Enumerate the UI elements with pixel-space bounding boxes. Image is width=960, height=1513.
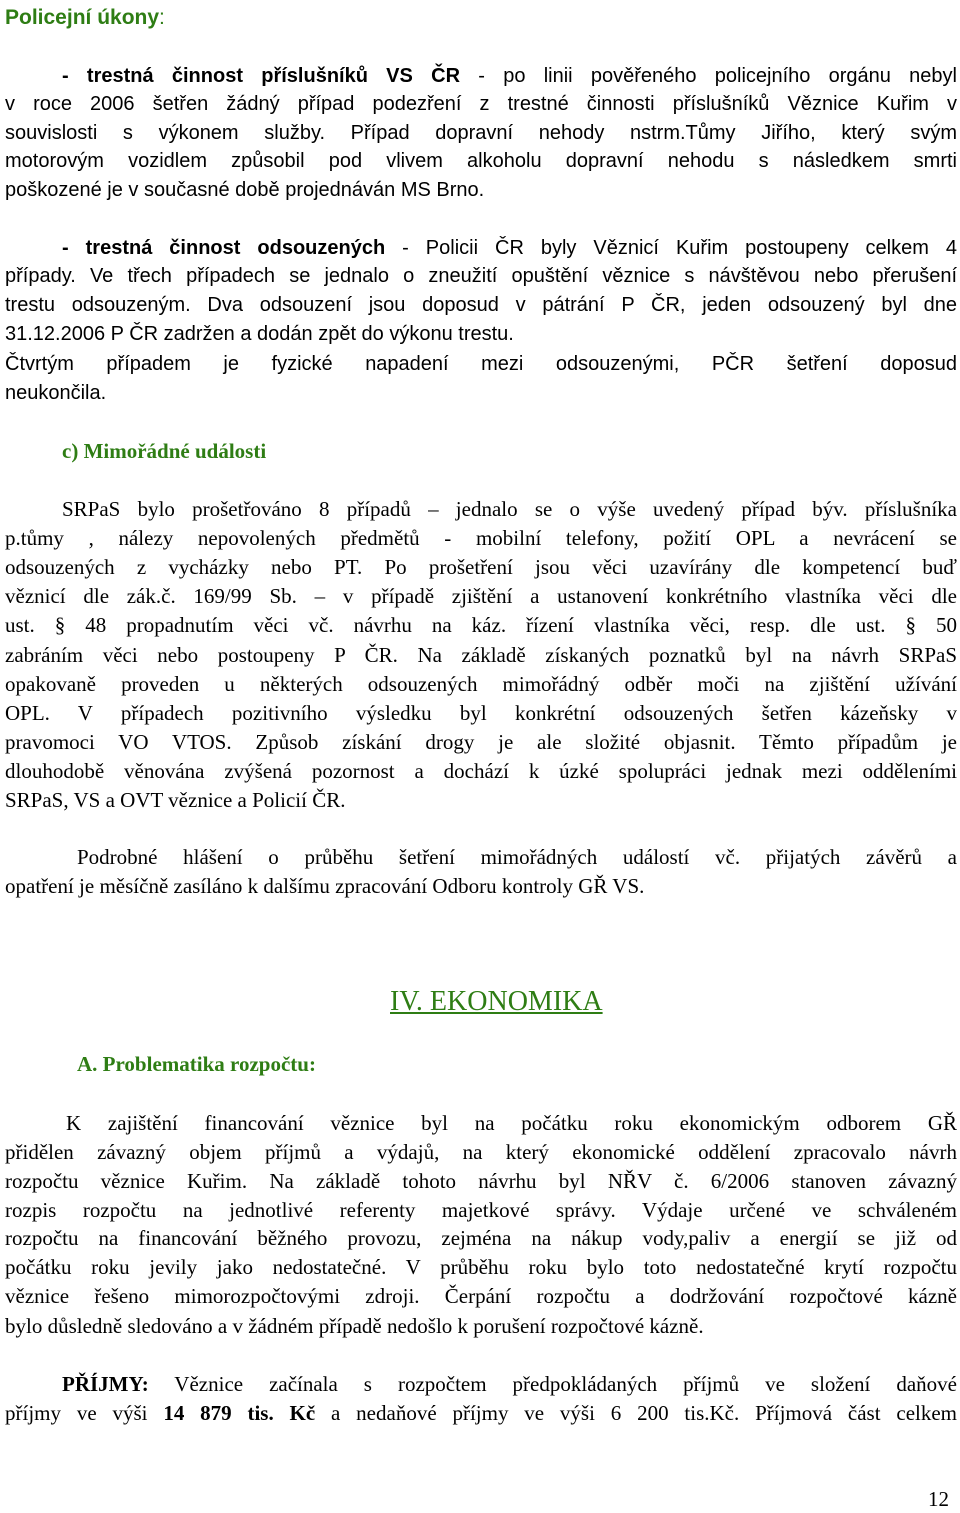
heading-mimoradne-udalosti: c) Mimořádné události bbox=[62, 439, 267, 463]
p5-line-3: rozpočtu věznice Kuřim. Na základě tohoto návrhu byl NŘV č. 6/2006 stanoven závazný bbox=[5, 1169, 957, 1193]
p1-line-1: - trestná činnost příslušníků VS ČR - po linii pověřeného policejního orgánu nebyl bbox=[62, 65, 957, 87]
p5-line-7: věznice řešeno mimorozpočtovými zdroji. Čerpání rozpočtu a dodržování rozpočtové kázně bbox=[5, 1284, 957, 1308]
p2-bold-label: - trestná činnost odsouzených bbox=[62, 237, 386, 259]
prijmy-amount: 14 879 tis. Kč bbox=[163, 1401, 316, 1425]
heading-policejni-ukony: Policejní úkony: bbox=[5, 6, 165, 29]
p5-line-8: bylo důsledně sledováno a v žádném případě nedošlo k porušení rozpočtové kázně. bbox=[5, 1314, 704, 1338]
p2-line-2: případy. Ve třech případech se jednalo o zneužití opuštění věznice s návštěvou nebo přerušení bbox=[5, 265, 957, 287]
p1-line-2: v roce 2006 šetřen žádný případ podezření z trestné činnosti příslušníků Věznice Kuřim v bbox=[5, 93, 957, 115]
prijmy-label: PŘÍJMY: bbox=[62, 1372, 149, 1396]
p2-line-5: Čtvrtým případem je fyzické napadení mezi odsouzenými, PČR šetření doposud bbox=[5, 353, 957, 375]
p5-line-6: počátku roku jevily jako nedostatečné. V průběhu roku bylo toto nedostatečné krytí rozpočtu bbox=[5, 1255, 957, 1279]
p3-line-7: opakovaně proveden u některých odsouzených mimořádný odběr moči na zjištění užívání bbox=[5, 672, 957, 696]
p3-line-9: pravomoci VO VTOS. Způsob získání drogy je ale složité objasnit. Těmto případům je bbox=[5, 730, 957, 754]
p2-line-4: 31.12.2006 P ČR zadržen a dodán zpět do výkonu trestu. bbox=[5, 323, 514, 345]
p6-line-1: PŘÍJMY: Věznice začínala s rozpočtem předpokládaných příjmů ve složení daňové bbox=[62, 1372, 957, 1396]
p3-line-10: dlouhodobě věnována zvýšená pozornost a dochází k úzké spolupráci jednak mezi odděleními bbox=[5, 759, 957, 783]
p1-bold-label: - trestná činnost příslušníků VS ČR bbox=[62, 65, 461, 87]
p4-line-1: Podrobné hlášení o průběhu šetření mimořádných událostí vč. přijatých závěrů a bbox=[77, 845, 957, 869]
p4-line-2: opatření je měsíčně zasíláno k dalšímu zpracování Odboru kontroly GŘ VS. bbox=[5, 874, 645, 898]
p2-line-3: trestu odsouzeným. Dva odsouzení jsou doposud v pátrání P ČR, jeden odsouzený byl dne bbox=[5, 294, 957, 316]
p2-line-1: - trestná činnost odsouzených - Policii ČR byly Věznicí Kuřim postoupeny celkem 4 bbox=[62, 237, 957, 259]
p5-line-1: K zajištění financování věznice byl na počátku roku ekonomickým odborem GŘ bbox=[66, 1111, 957, 1135]
p3-line-3: odsouzených z vycházky nebo PT. Po prošetření jsou věci uzavírány dle kompetencí buď bbox=[5, 555, 957, 579]
p1-line-5: poškozené je v současné době projednáván MS Brno. bbox=[5, 179, 485, 201]
p3-line-1: SRPaS bylo prošetřováno 8 případů – jednalo se o výše uvedený případ býv. příslušníka bbox=[62, 497, 957, 521]
p5-line-2: přidělen závazný objem příjmů a výdajů, na který ekonomické oddělení zpracovalo návrh bbox=[5, 1140, 957, 1164]
p3-line-8: OPL. V případech pozitivního výsledku byl konkrétní odsouzených šetřen kázeňsky v bbox=[5, 701, 957, 725]
p2-line-6: neukončila. bbox=[5, 382, 107, 404]
p3-line-2: p.tůmy , nálezy nepovolených předmětů - mobilní telefony, požití OPL a nevrácení se bbox=[5, 526, 957, 550]
p3-line-11: SRPaS, VS a OVT věznice a Policií ČR. bbox=[5, 788, 346, 812]
p5-line-4: rozpis rozpočtu na jednotlivé referenty majetkové správy. Výdaje určené ve schváleném bbox=[5, 1198, 957, 1222]
p1-line-4: motorovým vozidlem způsobil pod vlivem alkoholu dopravní nehodu s následkem smrti bbox=[5, 150, 957, 172]
p1-line-3: souvislosti s výkonem služby. Případ dopravní nehody nstrm.Tůmy Jiřího, který svým bbox=[5, 122, 957, 144]
p6-line-2: příjmy ve výši 14 879 tis. Kč a nedaňové příjmy ve výši 6 200 tis.Kč. Příjmová část celkem bbox=[5, 1401, 958, 1425]
p5-line-5: rozpočtu na financování běžného provozu, zejména na nákup vody,paliv a energií se již od bbox=[5, 1226, 957, 1250]
p3-line-4: věznicí dle zák.č. 169/99 Sb. – v případě zjištění a ustanovení konkrétního vlastníka věci dle bbox=[5, 584, 957, 608]
p3-line-5: ust. § 48 propadnutím věci vč. návrhu na káz. řízení vlastníka věci, resp. dle ust. § 50 bbox=[5, 613, 957, 637]
heading-ekonomika: IV. EKONOMIKA bbox=[390, 986, 603, 1017]
p3-line-6: zabráním věci nebo postoupeny P ČR. Na základě získaných poznatků byl na návrh SRPaS bbox=[5, 643, 957, 667]
heading-problematika-rozpoctu: A. Problematika rozpočtu: bbox=[77, 1052, 316, 1076]
page-number: 12 bbox=[928, 1487, 949, 1511]
